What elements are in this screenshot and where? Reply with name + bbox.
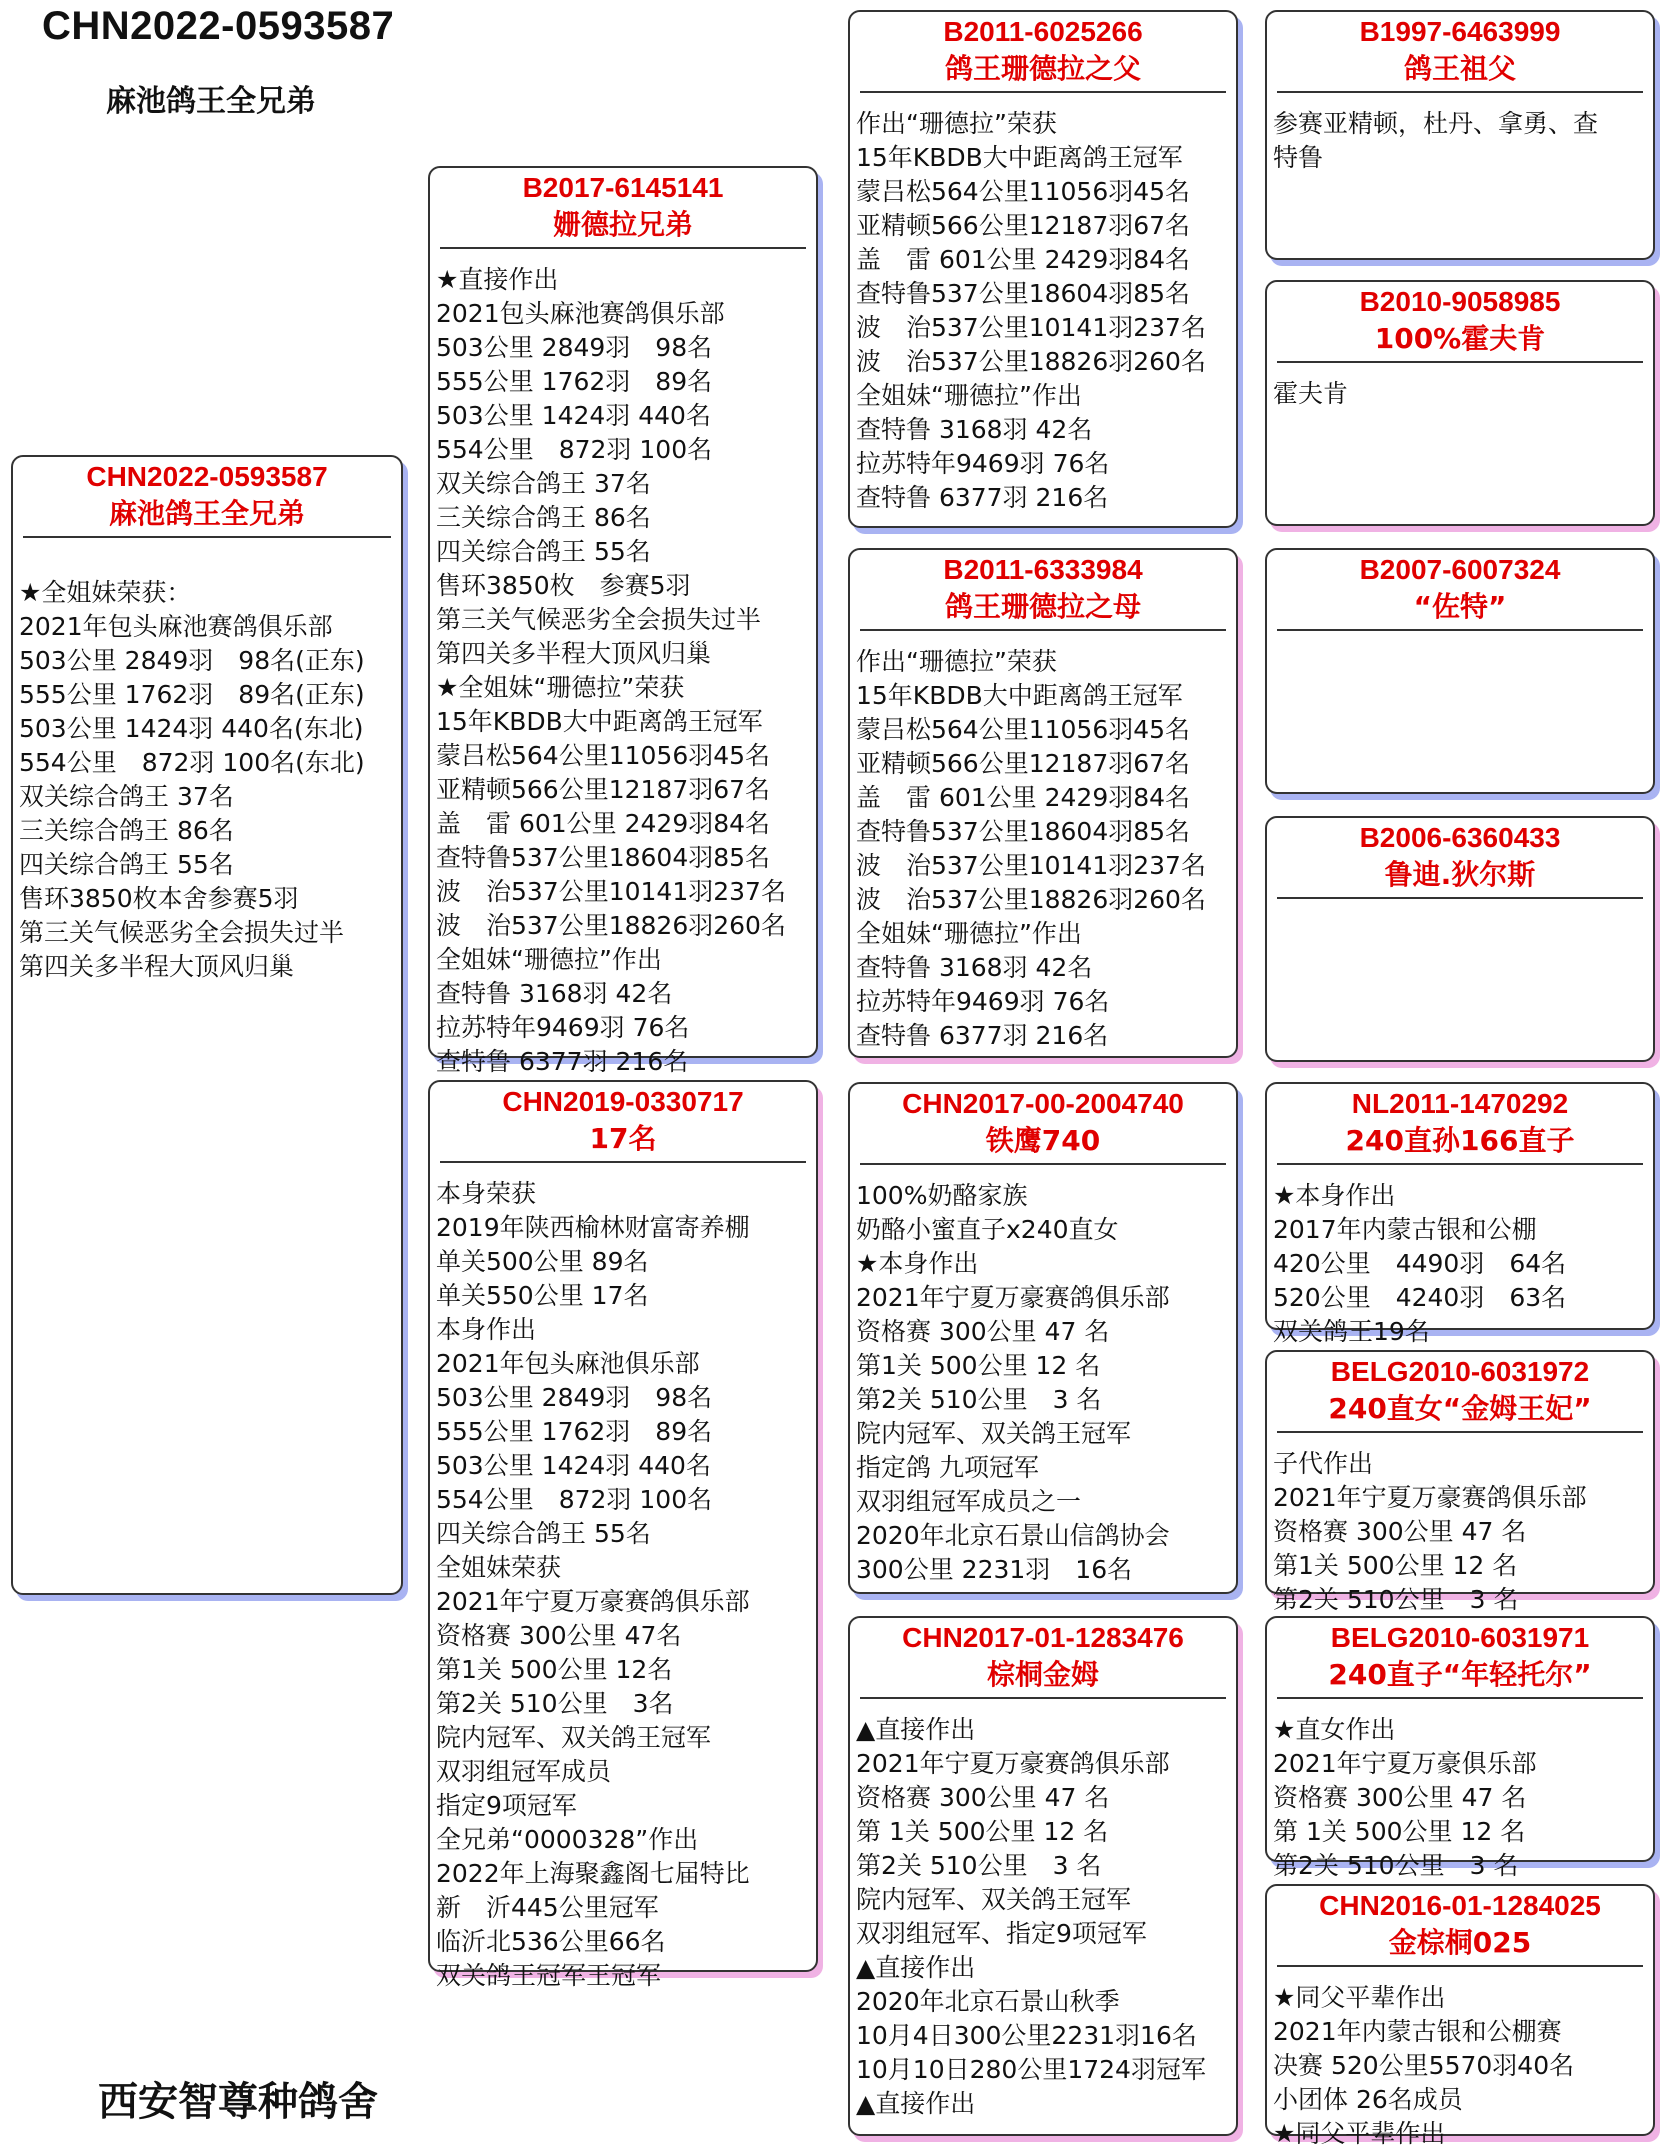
g3-line: 子代作出 — [1273, 1449, 1374, 1478]
dam-line: 554公里 872羽 100名 — [436, 1485, 713, 1514]
g3-line: 2017年内蒙古银和公棚 — [1273, 1215, 1537, 1244]
g3-card-header — [1267, 1886, 1653, 1961]
sire-line: 查特鲁 3168羽 42名 — [436, 979, 673, 1008]
dam-line: 新 沂445公里冠军 — [436, 1893, 659, 1922]
sire-dam-line: 亚精顿566公里12187羽67名 — [856, 749, 1191, 778]
sire-line: ★直接作出 — [436, 265, 559, 294]
sire-sire-name: 鸽王珊德拉之父 — [944, 52, 1141, 85]
sire-dam-line: 查特鲁537公里18604羽85名 — [856, 817, 1191, 846]
g3-achievements — [1267, 107, 1653, 175]
sire-line: 555公里 1762羽 89名 — [436, 367, 713, 396]
subject-card — [11, 455, 403, 1595]
g3-card-7 — [1265, 1616, 1655, 1880]
dam-line: 2021年包头麻池俱乐部 — [436, 1349, 700, 1378]
subject-line: 554公里 872羽 100名(东北) — [19, 748, 365, 777]
g3-line: 2021年内蒙古银和公棚赛 — [1273, 2017, 1562, 2046]
g3-card-header — [1267, 12, 1653, 87]
dam-dam-achievements — [850, 1713, 1236, 2121]
subject-line: 第三关气候恶劣全会损失过半 — [19, 918, 345, 947]
sire-sire-card-header — [850, 12, 1236, 87]
g3-line: 第2关 510公里 3 名 — [1273, 1851, 1519, 1880]
g3-card-3 — [1265, 548, 1655, 794]
g3-card-2 — [1265, 280, 1655, 526]
subject-spacer — [13, 538, 401, 576]
g3-name: 金棕桐025 — [1388, 1926, 1532, 1959]
dam-sire-line: ★本身作出 — [856, 1249, 979, 1278]
g3-line: 第2关 510公里 3 名 — [1273, 1585, 1519, 1614]
sire-sire-achievements — [850, 107, 1236, 515]
sire-line: 波 治537公里10141羽237名 — [436, 877, 786, 906]
g3-ring-id: B2010-9058985 — [1359, 286, 1561, 317]
sire-dam-line: 盖 雷 601公里 2429羽84名 — [856, 783, 1191, 812]
subject-line: 四关综合鸽王 55名 — [19, 850, 234, 879]
loft-name: 西安智尊种鸽舍 — [98, 2079, 378, 2125]
dam-sire-ring-id: CHN2017-00-2004740 — [902, 1088, 1184, 1119]
g3-achievements — [1267, 1179, 1653, 1349]
sire-sire-line: 全姐妹“珊德拉”作出 — [856, 381, 1082, 410]
g3-line: ★直女作出 — [1273, 1715, 1396, 1744]
page-title-ring-id: CHN2022-0593587 — [42, 4, 395, 48]
dam-line: 单关550公里 17名 — [436, 1281, 649, 1310]
sire-line: 第三关气候恶劣全会损失过半 — [436, 605, 762, 634]
sire-line: 554公里 872羽 100名 — [436, 435, 713, 464]
g3-card-header — [1267, 1618, 1653, 1693]
dam-line: 2022年上海聚鑫阁七届特比 — [436, 1859, 750, 1888]
sire-line: 全姐妹“珊德拉”作出 — [436, 945, 662, 974]
g3-line: 霍夫肯 — [1273, 379, 1349, 408]
dam-sire-line: 双羽组冠军成员之一 — [856, 1487, 1082, 1516]
g3-ring-id: B1997-6463999 — [1359, 16, 1561, 47]
sire-line: 波 治537公里18826羽260名 — [436, 911, 786, 940]
dam-dam-line: 2021年宁夏万豪赛鸽俱乐部 — [856, 1749, 1170, 1778]
dam-line: 本身荣获 — [436, 1179, 537, 1208]
dam-sire-line: 2020年北京石景山信鸽协会 — [856, 1521, 1170, 1550]
subject-line: 503公里 2849羽 98名(正东) — [19, 646, 365, 675]
g3-achievements — [1267, 1447, 1653, 1617]
dam-ring-id: CHN2019-0330717 — [502, 1086, 744, 1117]
g3-name: 鲁迪.狄尔斯 — [1384, 858, 1536, 891]
sire-sire-line: 亚精顿566公里12187羽67名 — [856, 211, 1191, 240]
sire-sire-line: 拉苏特年9469羽 76名 — [856, 449, 1110, 478]
g3-ring-id: CHN2016-01-1284025 — [1319, 1890, 1601, 1921]
sire-sire-line: 查特鲁 3168羽 42名 — [856, 415, 1093, 444]
sire-line: 三关综合鸽王 86名 — [436, 503, 651, 532]
g3-line: 第 1关 500公里 12 名 — [1273, 1817, 1526, 1846]
dam-card-header — [430, 1082, 816, 1157]
dam-line: 双关鸽王冠军王冠军 — [436, 1961, 662, 1990]
sire-line: 四关综合鸽王 55名 — [436, 537, 651, 566]
sire-sire-line: 查特鲁 6377羽 216名 — [856, 483, 1109, 512]
subject-line: ★全姐妹荣获： — [19, 578, 192, 607]
sire-sire-line: 波 治537公里18826羽260名 — [856, 347, 1206, 376]
dam-sire-line: 第1关 500公里 12 名 — [856, 1351, 1101, 1380]
g3-achievements — [1267, 377, 1653, 411]
g3-line: 双关鸽王19名 — [1273, 1317, 1430, 1346]
page-subtitle: 麻池鸽王全兄弟 — [106, 84, 316, 119]
sire-dam-card-header — [850, 550, 1236, 625]
dam-line: 555公里 1762羽 89名 — [436, 1417, 713, 1446]
g3-line: 520公里 4240羽 63名 — [1273, 1283, 1567, 1312]
g3-ring-id: B2007-6007324 — [1359, 554, 1561, 585]
sire-dam-line: 查特鲁 3168羽 42名 — [856, 953, 1093, 982]
dam-dam-line: 第 1关 500公里 12 名 — [856, 1817, 1109, 1846]
g3-line: 2021年宁夏万豪俱乐部 — [1273, 1749, 1537, 1778]
g3-name: “佐特” — [1413, 590, 1507, 623]
sire-dam-card — [848, 548, 1238, 1058]
sire-ring-id: B2017-6145141 — [522, 172, 724, 203]
sire-line: 拉苏特年9469羽 76名 — [436, 1013, 690, 1042]
dam-sire-line: 院内冠军、双关鸽王冠军 — [856, 1419, 1132, 1448]
subject-achievements — [13, 576, 401, 984]
sire-line: 503公里 1424羽 440名 — [436, 401, 711, 430]
g3-achievements — [1267, 1981, 1653, 2151]
subject-line: 2021年包头麻池赛鸽俱乐部 — [19, 612, 333, 641]
dam-name: 17名 — [589, 1122, 657, 1155]
dam-dam-line: 第2关 510公里 3 名 — [856, 1851, 1102, 1880]
subject-ring-id: CHN2022-0593587 — [86, 461, 328, 492]
dam-sire-line: 指定鸽 九项冠军 — [856, 1453, 1039, 1482]
dam-sire-line: 第2关 510公里 3 名 — [856, 1385, 1102, 1414]
dam-sire-achievements — [850, 1179, 1236, 1587]
dam-achievements — [430, 1177, 816, 1993]
dam-line: 四关综合鸽王 55名 — [436, 1519, 651, 1548]
sire-dam-line: 蒙吕松564公里11056羽45名 — [856, 715, 1191, 744]
dam-line: 2019年陕西榆林财富寄养棚 — [436, 1213, 750, 1242]
g3-line: ★同父平辈作出 — [1273, 1983, 1446, 2012]
sire-dam-line: 查特鲁 6377羽 216名 — [856, 1021, 1109, 1050]
g3-card-6 — [1265, 1350, 1655, 1614]
dam-line: 全姐妹荣获 — [436, 1553, 562, 1582]
sire-dam-line: 作出“珊德拉”荣获 — [856, 647, 1057, 676]
dam-sire-name: 铁鹰740 — [985, 1124, 1101, 1157]
g3-ring-id: B2006-6360433 — [1359, 822, 1561, 853]
dam-line: 临沂北536公里66名 — [436, 1927, 666, 1956]
dam-dam-line: ▲直接作出 — [856, 1715, 976, 1744]
dam-dam-line: 10月10日280公里1724羽冠军 — [856, 2055, 1206, 2084]
sire-sire-line: 波 治537公里10141羽237名 — [856, 313, 1206, 342]
subject-name: 麻池鸽王全兄弟 — [108, 497, 305, 530]
dam-line: 指定9项冠军 — [436, 1791, 577, 1820]
sire-sire-card — [848, 10, 1238, 528]
dam-line: 资格赛 300公里 47名 — [436, 1621, 682, 1650]
sire-sire-line: 作出“珊德拉”荣获 — [856, 109, 1057, 138]
g3-name: 240直孙166直子 — [1345, 1124, 1575, 1157]
sire-dam-name: 鸽王珊德拉之母 — [944, 590, 1141, 623]
g3-ring-id: BELG2010-6031971 — [1330, 1622, 1590, 1653]
subject-line: 555公里 1762羽 89名(正东) — [19, 680, 365, 709]
dam-dam-line: 双羽组冠军、指定9项冠军 — [856, 1919, 1147, 1948]
sire-line: ★全姐妹“珊德拉”荣获 — [436, 673, 685, 702]
g3-line: 资格赛 300公里 47 名 — [1273, 1517, 1527, 1546]
g3-card-4 — [1265, 816, 1655, 1062]
sire-dam-line: 波 治537公里10141羽237名 — [856, 851, 1206, 880]
g3-line: 资格赛 300公里 47 名 — [1273, 1783, 1527, 1812]
dam-line: 院内冠军、双关鸽王冠军 — [436, 1723, 712, 1752]
dam-dam-line: ▲直接作出 — [856, 2089, 976, 2118]
sire-name: 姗德拉兄弟 — [552, 208, 693, 241]
dam-line: 503公里 1424羽 440名 — [436, 1451, 711, 1480]
sire-dam-line: 波 治537公里18826羽260名 — [856, 885, 1206, 914]
sire-line: 查特鲁537公里18604羽85名 — [436, 843, 771, 872]
g3-line: 420公里 4490羽 64名 — [1273, 1249, 1567, 1278]
sire-line: 双关综合鸽王 37名 — [436, 469, 651, 498]
sire-sire-ring-id: B2011-6025266 — [943, 16, 1143, 47]
sire-sire-line: 蒙吕松564公里11056羽45名 — [856, 177, 1191, 206]
sire-line: 第四关多半程大顶风归巢 — [436, 639, 712, 668]
sire-line: 亚精顿566公里12187羽67名 — [436, 775, 771, 804]
dam-line: 2021年宁夏万豪赛鸽俱乐部 — [436, 1587, 750, 1616]
sire-card — [428, 166, 818, 1076]
g3-line: 2021年宁夏万豪赛鸽俱乐部 — [1273, 1483, 1587, 1512]
dam-sire-line: 奶酪小蜜直子x240直女 — [856, 1215, 1119, 1244]
sire-line: 盖 雷 601公里 2429羽84名 — [436, 809, 771, 838]
g3-line: 第1关 500公里 12 名 — [1273, 1551, 1518, 1580]
g3-line: ★同父平辈作出 — [1273, 2119, 1446, 2148]
g3-name: 240直子“年轻托尔” — [1328, 1658, 1592, 1691]
g3-card-header — [1267, 550, 1653, 625]
dam-sire-line: 300公里 2231羽 16名 — [856, 1555, 1133, 1584]
subject-line: 三关综合鸽王 86名 — [19, 816, 234, 845]
dam-sire-line: 资格赛 300公里 47 名 — [856, 1317, 1110, 1346]
g3-card-5 — [1265, 1082, 1655, 1346]
g3-card-1 — [1265, 10, 1655, 260]
dam-dam-card — [848, 1616, 1238, 2136]
dam-dam-card-header — [850, 1618, 1236, 1693]
subject-card-header — [13, 457, 401, 532]
g3-card-header — [1267, 1352, 1653, 1427]
g3-line: 特鲁 — [1273, 143, 1324, 172]
dam-sire-line: 100%奶酪家族 — [856, 1181, 1028, 1210]
sire-dam-achievements — [850, 645, 1236, 1053]
dam-line: 单关500公里 89名 — [436, 1247, 649, 1276]
dam-line: 第2关 510公里 3名 — [436, 1689, 674, 1718]
sire-dam-line: 15年KBDB大中距离鸽王冠军 — [856, 681, 1183, 710]
sire-line: 2021包头麻池赛鸽俱乐部 — [436, 299, 725, 328]
g3-line: 小团体 26名成员 — [1273, 2085, 1463, 2114]
g3-card-header — [1267, 1084, 1653, 1159]
sire-sire-line: 盖 雷 601公里 2429羽84名 — [856, 245, 1191, 274]
sire-sire-line: 查特鲁537公里18604羽85名 — [856, 279, 1191, 308]
sire-dam-line: 全姐妹“珊德拉”作出 — [856, 919, 1082, 948]
g3-card-8 — [1265, 1884, 1655, 2148]
g3-achievements — [1267, 1713, 1653, 1883]
subject-line: 503公里 1424羽 440名(东北) — [19, 714, 364, 743]
dam-sire-line: 2021年宁夏万豪赛鸽俱乐部 — [856, 1283, 1170, 1312]
g3-name: 100%霍夫肯 — [1374, 322, 1546, 355]
dam-dam-ring-id: CHN2017-01-1283476 — [902, 1622, 1184, 1653]
g3-ring-id: BELG2010-6031972 — [1330, 1356, 1590, 1387]
dam-dam-line: 10月4日300公里2231羽16名 — [856, 2021, 1197, 2050]
sire-sire-line: 15年KBDB大中距离鸽王冠军 — [856, 143, 1183, 172]
dam-line: 双羽组冠军成员 — [436, 1757, 612, 1786]
sire-line: 蒙吕松564公里11056羽45名 — [436, 741, 771, 770]
sire-line: 查特鲁 6377羽 216名 — [436, 1047, 689, 1076]
g3-ring-id: NL2011-1470292 — [1351, 1088, 1569, 1119]
sire-achievements — [430, 263, 816, 1079]
sire-dam-line: 拉苏特年9469羽 76名 — [856, 987, 1110, 1016]
dam-line: 本身作出 — [436, 1315, 537, 1344]
dam-dam-line: ▲直接作出 — [856, 1953, 976, 1982]
sire-dam-ring-id: B2011-6333984 — [943, 554, 1143, 585]
subject-line: 双关综合鸽王 37名 — [19, 782, 234, 811]
dam-sire-card — [848, 1082, 1238, 1594]
g3-line: 参赛亚精顿，杜丹、拿勇、查 — [1273, 109, 1599, 138]
sire-line: 15年KBDB大中距离鸽王冠军 — [436, 707, 763, 736]
dam-dam-line: 院内冠军、双关鸽王冠军 — [856, 1885, 1132, 1914]
g3-name: 鸽王祖父 — [1403, 52, 1516, 85]
sire-line: 503公里 2849羽 98名 — [436, 333, 713, 362]
dam-sire-card-header — [850, 1084, 1236, 1159]
dam-line: 全兄弟“0000328”作出 — [436, 1825, 699, 1854]
g3-card-header — [1267, 282, 1653, 357]
dam-dam-name: 棕桐金姆 — [986, 1658, 1099, 1691]
g3-line: 决赛 520公里5570羽40名 — [1273, 2051, 1575, 2080]
subject-line: 第四关多半程大顶风归巢 — [19, 952, 295, 981]
g3-card-header — [1267, 818, 1653, 893]
dam-line: 503公里 2849羽 98名 — [436, 1383, 713, 1412]
dam-dam-line: 资格赛 300公里 47 名 — [856, 1783, 1110, 1812]
subject-line: 售环3850枚本舍参赛5羽 — [19, 884, 299, 913]
dam-dam-line: 2020年北京石景山秋季 — [856, 1987, 1120, 2016]
dam-card — [428, 1080, 818, 1990]
sire-card-header — [430, 168, 816, 243]
g3-name: 240直女“金姆王妃” — [1328, 1392, 1592, 1425]
sire-line: 售环3850枚 参赛5羽 — [436, 571, 691, 600]
dam-line: 第1关 500公里 12名 — [436, 1655, 673, 1684]
g3-line: ★本身作出 — [1273, 1181, 1396, 1210]
